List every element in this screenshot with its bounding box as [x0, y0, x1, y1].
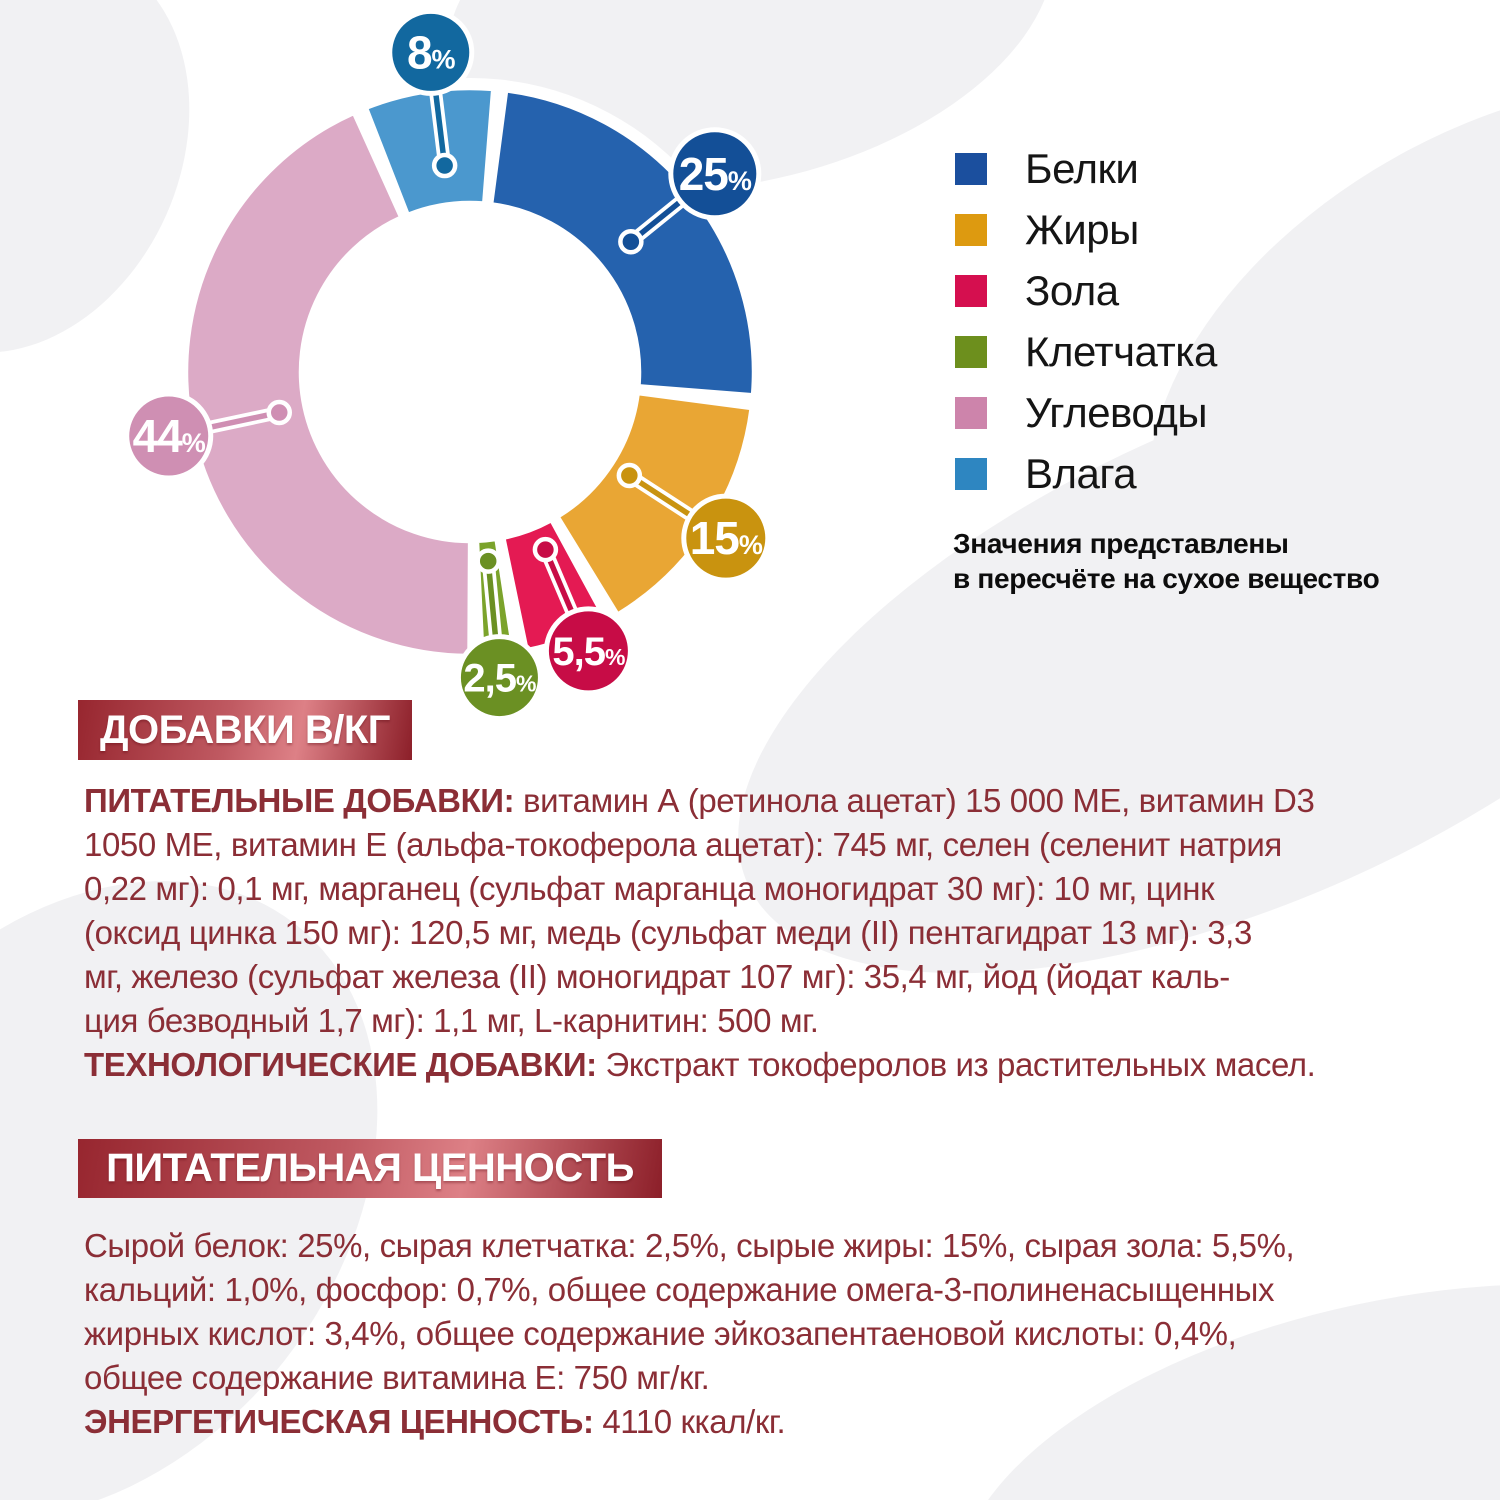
legend-swatch-3	[955, 336, 987, 368]
callout-dot-1	[619, 465, 640, 486]
legend-label-2: Зола	[1025, 267, 1119, 314]
additives-line-3: (оксид цинка 150 мг): 120,5 мг, медь (сульфат меди (II) пентагидрат 13 мг): 3,3	[84, 914, 1252, 951]
nutrition-line-4: ЭНЕРГЕТИЧЕСКАЯ ЦЕННОСТЬ: 4110 ккал/кг.	[84, 1403, 786, 1440]
nutrition-line-0: Сырой белок: 25%, сырая клетчатка: 2,5%, сырые жиры: 15%, сырая зола: 5,5%,	[84, 1227, 1295, 1264]
additives-line-2: 0,22 мг): 0,1 мг, марганец (сульфат марганца моногидрат 30 мг): 10 мг, цинк	[84, 870, 1215, 907]
callout-value-0: 25%	[678, 147, 751, 200]
callout-value-1: 15%	[689, 512, 762, 565]
legend-label-0: Белки	[1025, 145, 1139, 192]
callout-value-2: 5,5%	[552, 629, 625, 674]
legend-label-5: Влага	[1025, 450, 1137, 497]
chart-note-line-2: в пересчёте на сухое вещество	[953, 563, 1380, 594]
legend-row-3	[955, 328, 1217, 375]
nutrition-line-1: кальций: 1,0%, фосфор: 0,7%, общее содержание омега-3-полиненасыщенных	[84, 1271, 1275, 1308]
legend-row-0	[955, 145, 1139, 192]
chart-note	[953, 526, 1379, 596]
legend-row-1	[955, 206, 1139, 253]
callout-dot-3	[478, 551, 499, 572]
chart-note-line-1: Значения представлены	[953, 528, 1289, 559]
section-heading-nutrition: ПИТАТЕЛЬНАЯ ЦЕННОСТЬ	[78, 1139, 662, 1198]
nutrition-donut-chart	[0, 0, 960, 770]
legend-swatch-1	[955, 214, 987, 246]
legend-row-4	[955, 389, 1208, 436]
callout-value-4: 44%	[132, 410, 205, 463]
nutrition-text-block	[84, 1224, 1294, 1444]
additives-line-4: мг, железо (сульфат железа (II) моногидрат 107 мг): 35,4 мг, йод (йодат каль-	[84, 958, 1230, 995]
legend-label-3: Клетчатка	[1025, 328, 1217, 375]
nutrition-line-2: жирных кислот: 3,4%, общее содержание эйкозапентаеновой кислоты: 0,4%,	[84, 1315, 1237, 1352]
additives-line-0: ПИТАТЕЛЬНЫЕ ДОБАВКИ: витамин А (ретинола ацетат) 15 000 МЕ, витамин D3	[84, 782, 1315, 819]
additives-line-1: 1050 МЕ, витамин Е (альфа-токоферола ацетат): 745 мг, селен (селенит натрия	[84, 826, 1282, 863]
additives-line-6: ТЕХНОЛОГИЧЕСКИЕ ДОБАВКИ: Экстракт токоферолов из растительных масел.	[84, 1046, 1316, 1083]
additives-text-block	[84, 779, 1315, 1087]
legend-swatch-2	[955, 275, 987, 307]
legend-label-1: Жиры	[1025, 206, 1139, 253]
callout-value-5: 8%	[406, 26, 455, 79]
callout-dot-4	[269, 402, 290, 423]
legend-row-5	[955, 450, 1137, 497]
legend-row-2	[955, 267, 1119, 314]
legend-swatch-5	[955, 458, 987, 490]
nutrition-line-3: общее содержание витамина Е: 750 мг/кг.	[84, 1359, 710, 1396]
callout-dot-0	[620, 231, 641, 252]
section-heading-additives: ДОБАВКИ В/КГ	[78, 700, 412, 760]
callout-value-3: 2,5%	[463, 656, 536, 701]
callout-dot-5	[434, 155, 455, 176]
callout-dot-2	[535, 539, 556, 560]
legend-swatch-0	[955, 153, 987, 185]
additives-line-5: ция безводный 1,7 мг): 1,1 мг, L-карнитин: 500 мг.	[84, 1002, 819, 1039]
legend-swatch-4	[955, 397, 987, 429]
donut-hole	[300, 202, 640, 542]
legend-label-4: Углеводы	[1025, 389, 1208, 436]
